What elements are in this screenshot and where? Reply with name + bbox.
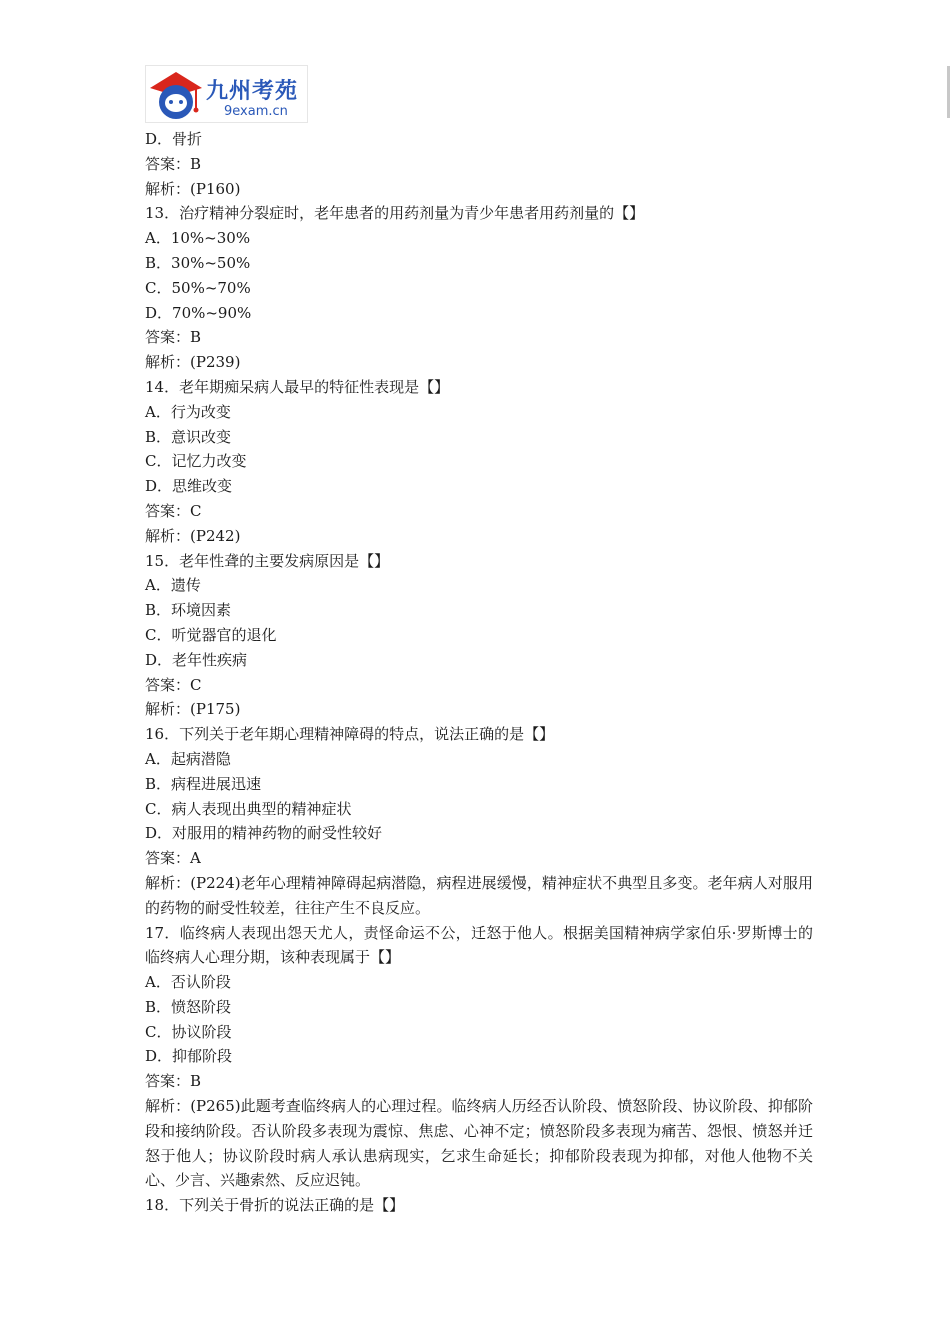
logo-name: 九州考苑 bbox=[206, 79, 299, 104]
option-line: C．协议阶段 bbox=[145, 1022, 232, 1041]
option-line: C．50%~70% bbox=[145, 278, 251, 297]
document-body bbox=[145, 127, 813, 1218]
explanation-16: 解析：(P224)老年心理精神障碍起病潜隐，病程进展缓慢，精神症状不典型且多变。老年病人对服用的药物的耐受性较差，往往产生不良反应。 bbox=[145, 873, 813, 917]
text-line: 答案：B bbox=[145, 154, 202, 173]
option-line: D．抑郁阶段 bbox=[145, 1047, 233, 1066]
explanation-line: 解析：(P242) bbox=[145, 526, 241, 545]
option-line: C．记忆力改变 bbox=[145, 452, 247, 471]
answer-line: 答案：C bbox=[145, 675, 202, 694]
explanation-17: 解析：(P265)此题考查临终病人的心理过程。临终病人历经否认阶段、愤怒阶段、协议阶段、抑郁阶段和接纳阶段。否认阶段多表现为震惊、焦虑、心神不定；愤怒阶段多表现为痛苦、怨恨、愤怒并迁怒于他人；协议阶段时病人承认患病现实，乞求生命延长；抑郁阶段表现为抑郁，对他人他物不关心、少言、兴趣索然、反应迟钝。 bbox=[145, 1097, 813, 1190]
logo-domain: 9exam.cn bbox=[224, 104, 288, 119]
text-line: 解析：(P160) bbox=[145, 179, 241, 198]
question-18: 18．下列关于骨折的说法正确的是【】 bbox=[145, 1196, 405, 1215]
option-line: D．思维改变 bbox=[145, 477, 233, 496]
answer-line: 答案：A bbox=[145, 849, 201, 868]
answer-line: 答案：B bbox=[145, 328, 202, 347]
option-line: B．愤怒阶段 bbox=[145, 997, 232, 1016]
question-16: 16．下列关于老年期心理精神障碍的特点，说法正确的是【】 bbox=[145, 725, 555, 744]
option-line: C．病人表现出典型的精神症状 bbox=[145, 799, 352, 818]
question-14: 14．老年期痴呆病人最早的特征性表现是【】 bbox=[145, 377, 450, 396]
text-line: D．骨折 bbox=[145, 130, 203, 148]
option-line: B．环境因素 bbox=[145, 601, 232, 620]
option-line: A．遗传 bbox=[145, 576, 201, 595]
site-logo bbox=[145, 65, 308, 123]
option-line: B．病程进展迅速 bbox=[145, 774, 262, 793]
explanation-line: 解析：(P239) bbox=[145, 353, 241, 372]
option-line: B．意识改变 bbox=[145, 427, 232, 446]
option-line: A．起病潜隐 bbox=[145, 749, 231, 768]
question-13: 13．治疗精神分裂症时，老年患者的用药剂量为青少年患者用药剂量的【】 bbox=[145, 204, 645, 223]
question-15: 15．老年性聋的主要发病原因是【】 bbox=[145, 551, 390, 570]
explanation-line: 解析：(P175) bbox=[145, 700, 241, 719]
option-line: A．行为改变 bbox=[145, 402, 231, 421]
option-line: C．听觉器官的退化 bbox=[145, 625, 277, 644]
answer-line: 答案：B bbox=[145, 1072, 202, 1091]
option-line: D．70%~90% bbox=[145, 303, 252, 322]
option-line: D．对服用的精神药物的耐受性较好 bbox=[145, 824, 383, 843]
question-17: 17．临终病人表现出怨天尤人，责怪命运不公，迁怒于他人。根据美国精神病学家伯乐·罗斯博士的临终病人心理分期，该种表现属于【】 bbox=[145, 923, 813, 967]
option-line: A．10%~30% bbox=[145, 229, 251, 248]
option-line: D．老年性疾病 bbox=[145, 650, 248, 669]
graduation-cap-icon bbox=[146, 66, 206, 124]
answer-line: 答案：C bbox=[145, 501, 202, 520]
option-line: A．否认阶段 bbox=[145, 973, 231, 992]
option-line: B．30%~50% bbox=[145, 253, 251, 272]
